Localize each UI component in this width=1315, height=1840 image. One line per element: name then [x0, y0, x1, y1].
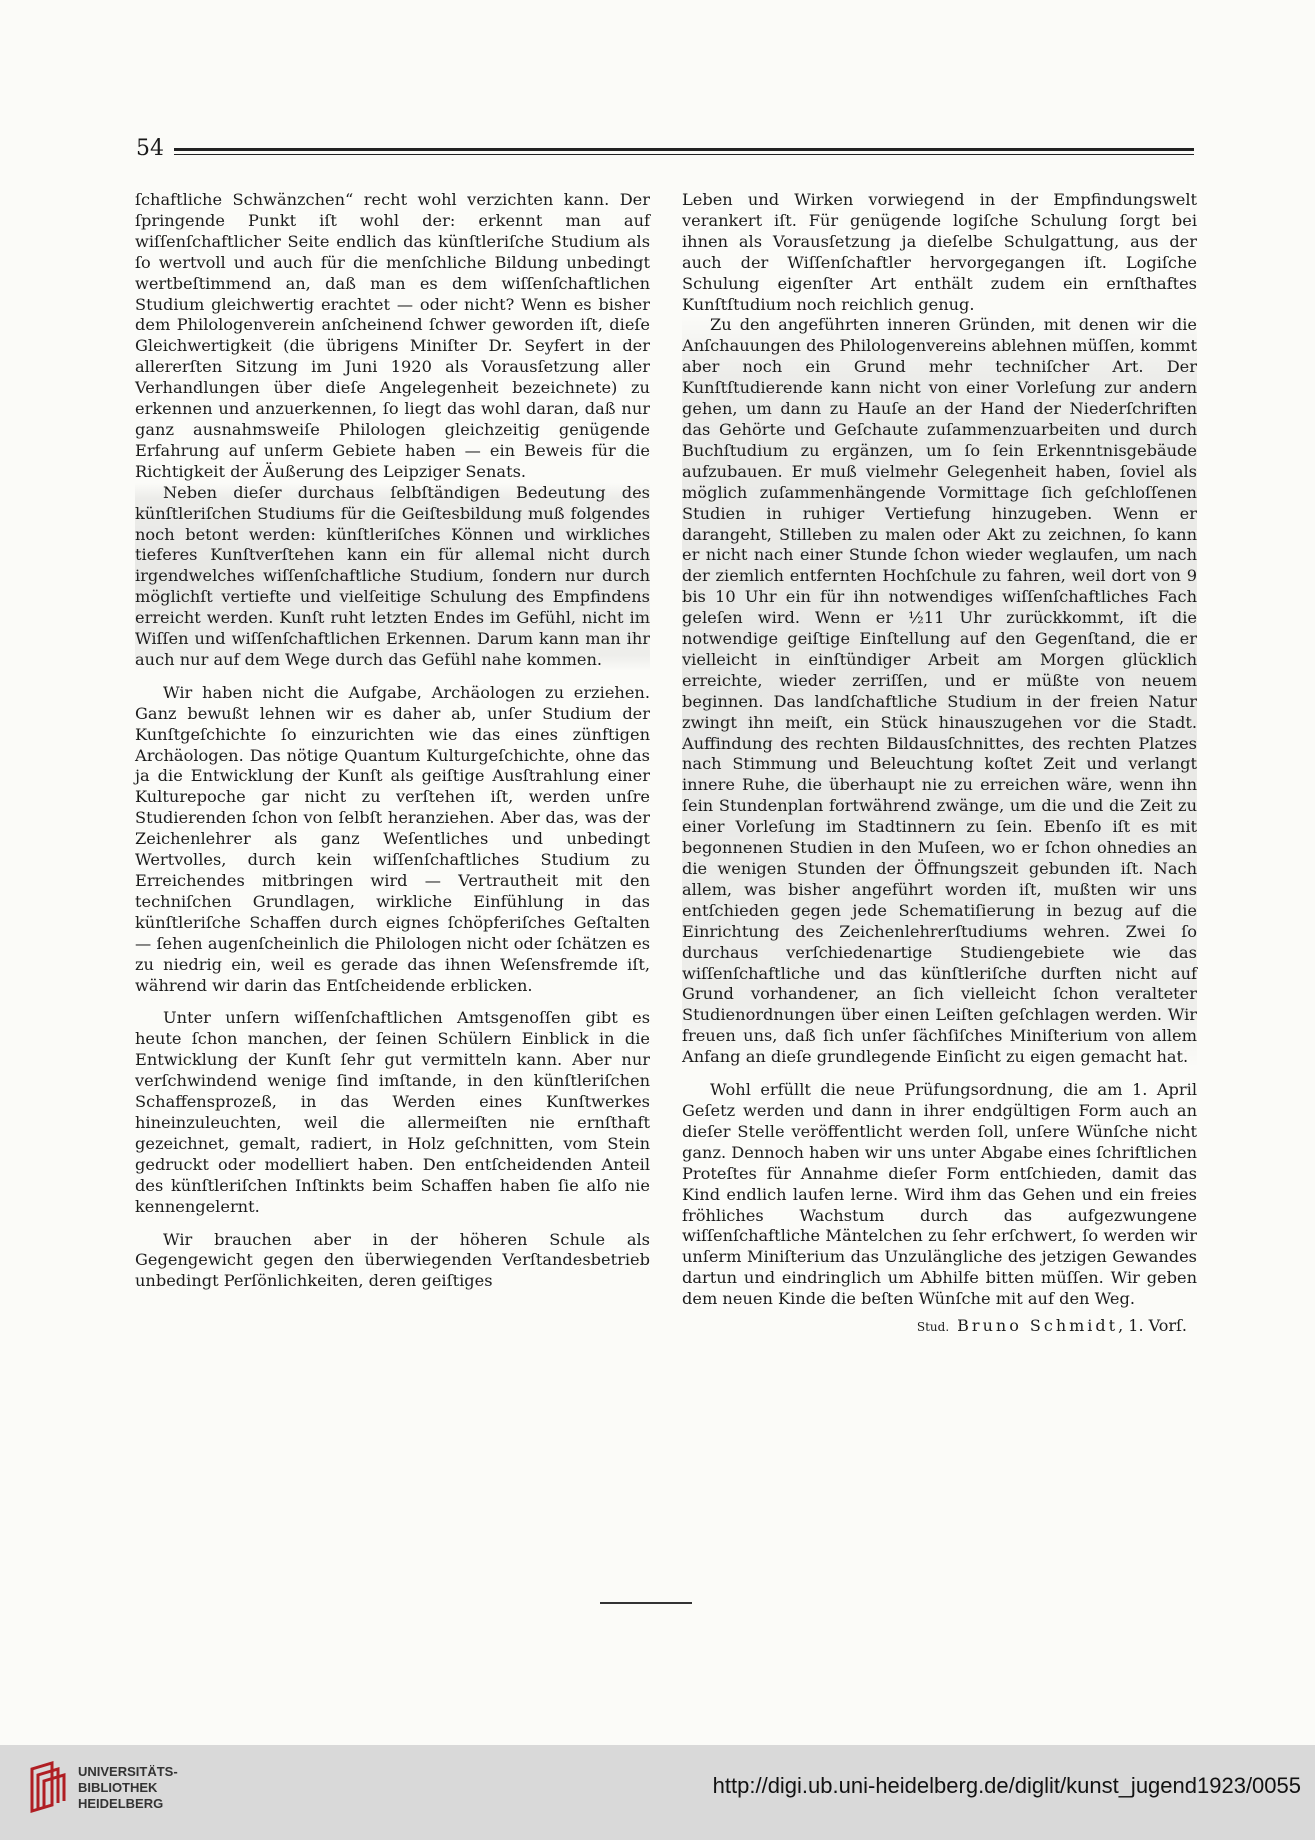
- end-rule: [600, 1602, 692, 1604]
- page-header: [136, 136, 1194, 166]
- right-column: [682, 190, 1197, 1338]
- library-logo-icon: [22, 1759, 70, 1815]
- paragraph: Wohl erfüllt die neue Prüfungsordnung, die am 1. April Geſetz werden und dann in ihrer endgültigen Form auch an dieſer Stelle veröffentlicht werden ſoll, unſere Wünſche nicht ganz. Dennoch haben wir uns unter Abgabe eines ſchriftlichen Proteſtes für Annahme dieſer Form entſchieden, damit das Kind endlich laufen lerne. Wird ihm das Gehen und ein freies fröhliches Wachstum durch das aufgezwungene wiſſenſchaftliche Mäntelchen zu ſehr erſchwert, ſo werden wir unſerm Miniſterium das Unzulängliche des jetzigen Gewandes dartun und eindringlich um Abhilfe bitten müſſen. Wir geben dem neuen Kinde die beſten Wünſche mit auf den Weg.: [682, 1080, 1197, 1309]
- header-rule: [174, 148, 1194, 155]
- left-column: [135, 190, 650, 1292]
- digitization-url-link[interactable]: http://digi.ub.uni-heidelberg.de/diglit/kunst_jugend1923/0055: [712, 1773, 1301, 1798]
- library-name: [78, 1764, 178, 1812]
- signature-prefix: Stud.: [916, 1320, 950, 1335]
- author-signature: [682, 1316, 1197, 1338]
- page-number: 54: [136, 136, 164, 161]
- paragraph: ſchaftliche Schwänzchen“ recht wohl verzichten kann. Der ſpringende Punkt iſt wohl der: erkennt man auf wiſſenſchaftlicher Seite endlich das künſtleriſche Studium als ſo wertvoll und auch für die menſchliche Bildung unbedingt wertbeſtimmend an, daß man es dem wiſſenſchaftlichen Studium gleichwertig erachtet — oder nicht? Wenn es bisher dem Philologenverein anſcheinend ſchwer geworden iſt, dieſe Gleichwertigkeit (die übrigens Miniſter Dr. Seyfert in der allererſten Sitzung im Juni 1920 als Vorausſetzung aller Verhandlungen über dieſe Angelegenheit bezeichnete) zu erkennen und anzuerkennen, ſo liegt das wohl daran, daß nur ganz ausnahmsweiſe Philologen gleichzeitig genügende Erfahrung auf unſerm Gebiete haben — ein Beweis für die Richtigkeit der Äußerung des Leipziger Senats.: [135, 190, 650, 481]
- paragraph: Wir haben nicht die Aufgabe, Archäologen zu erziehen. Ganz bewußt lehnen wir es daher ab, unſer Studium der Kunſtgeſchichte ſo einzurichten wie das eines zünftigen Archäologen. Das nötige Quantum Kulturgeſchichte, ohne das ja die Entwicklung der Kunſt als geiſtige Ausſtrahlung einer Kulturepoche gar nicht zu verſtehen iſt, werden unſre Studierenden ſchon von ſelbſt heranziehen. Aber das, was der Zeichenlehrer als ganz Weſentliches und unbedingt Wertvolles, durch kein wiſſenſchaftliches Studium zu Erreichendes mitbringen wird — Vertrautheit mit den techniſchen Grundlagen, wirkliche Einfühlung in das künſtleriſche Schaffen durch eignes ſchöpferiſches Geſtalten — ſehen augenſcheinlich die Philologen nicht oder ſchätzen es zu niedrig ein, weil es gerade das ihnen Weſensfremde iſt, während wir darin das Entſcheidende erblicken.: [135, 682, 650, 995]
- signature-name: Bruno Schmidt: [957, 1316, 1119, 1336]
- paragraph: Leben und Wirken vorwiegend in der Empfindungswelt verankert iſt. Für genügende logiſche Schulung ſorgt bei ihnen als Vorausſetzung ja dieſelbe Schulgattung, aus der auch der Wiſſenſchaftler hervorgegangen iſt. Logiſche Schulung eigenſter Art enthält zudem ein ernſthaftes Kunſtſtudium noch reichlich genug.: [682, 190, 1197, 314]
- library-name-line: BIBLIOTHEK: [78, 1780, 158, 1795]
- paragraph: Neben dieſer durchaus ſelbſtändigen Bedeutung des künſtleriſchen Studiums für die Geiſtesbildung muß folgendes noch betont werden: künſtleriſches Können und wirkliches tieferes Kunſtverſtehen kann ein für allemal nicht durch irgendwelches wiſſenſchaftliche Studium, ſondern nur durch möglichſt vertiefte und vielſeitige Schulung des Empfindens erreicht werden. Kunſt ruht letzten Endes im Gefühl, nicht im Wiſſen und wiſſenſchaftlichen Erkennen. Darum kann man ihr auch nur auf dem Wege durch das Gefühl nahe kommen.: [135, 482, 650, 669]
- library-name-line: UNIVERSITÄTS-: [78, 1764, 178, 1779]
- signature-suffix: , 1. Vorſ.: [1118, 1316, 1187, 1336]
- paragraph: Wir brauchen aber in der höheren Schule als Gegengewicht gegen den überwiegenden Verſtandesbetrieb unbedingt Perſönlichkeiten, deren geiſtiges: [135, 1229, 650, 1291]
- paragraph: Zu den angeführten inneren Gründen, mit denen wir die Anſchauungen des Philologenvereins ablehnen müſſen, kommt aber noch ein Grund mehr techniſcher Art. Der Kunſtſtudierende kann nicht von einer Vorleſung zur andern gehen, um dann zu Hauſe an der Hand der Niederſchriften das Gehörte und Geſchaute zuſammenzuarbeiten und durch Buchſtudium zu ergänzen, um ſo ſein Erkenntnisgebäude aufzubauen. Er muß vielmehr Gelegenheit haben, ſoviel als möglich zuſammenhängende Vormittage ſich geſchloſſenen Studien in ruhiger Vertiefung hinzugeben. Wenn er darangeht, Stilleben zu malen oder Akt zu zeichnen, ſo kann er nicht nach einer Stunde ſchon wieder weglaufen, um nach der ziemlich entfernten Hochſchule zu fahren, weil dort von 9 bis 10 Uhr ein für ihn notwendiges wiſſenſchaftliches Fach geleſen wird. Wenn er ½11 Uhr zurückkommt, iſt die notwendige geiſtige Einſtellung auf den Gegenſtand, die er vielleicht in einſtündiger Arbeit am Morgen glücklich erreichte, wieder zerriſſen, und er müßte von neuem beginnen. Das landſchaftliche Studium in der freien Natur zwingt ihn meiſt, ein Stück hinauszugehen vor die Stadt. Auffindung des rechten Bildausſchnittes, des rechten Platzes nach Stimmung und Beleuchtung koſtet Zeit und verlangt innere Ruhe, die überhaupt nie zu erreichen wäre, wenn ihn ſein Stundenplan fortwährend zwänge, um die und die Zeit zu einer Vorleſung im Stadtinnern zu ſein. Ebenſo iſt es mit begonnenen Studien in den Muſeen, wo er ſchon ohnedies an die wenigen Stunden der Öffnungszeit gebunden iſt. Nach allem, was bisher angeführt worden iſt, mußten wir uns entſchieden gegen jede Schematiſierung in bezug auf die Einrichtung des Zeichenlehrerſtudiums wehren. Zwei ſo durchaus verſchiedenartige Studiengebiete wie das wiſſenſchaftliche und das künſtleriſche durften nicht auf Grund vorhandener, an ſich vielleicht ſchon veralteter Studienordnungen über einen Leiſten geſchlagen werden. Wir freuen uns, daß ſich unſer ſächſiſches Miniſterium von allem Anfang an dieſe grundlegende Einſicht zu eigen gemacht hat.: [682, 315, 1197, 1067]
- paragraph: Unter unſern wiſſenſchaftlichen Amtsgenoſſen gibt es heute ſchon manchen, der ſeinen Schülern Einblick in die Entwicklung der Kunſt ſehr gut vermitteln kann. Aber nur verſchwindend wenige ſind imſtande, in den künſtleriſchen Schaffensprozeß, in das Werden eines Kunſtwerkes hineinzuleuchten, weil die allermeiſten nie ernſthaft gezeichnet, gemalt, radiert, in Holz geſchnitten, vom Stein gedruckt oder modelliert haben. Den entſcheidenden Anteil des künſtleriſchen Inſtinkts beim Schaffen haben ſie alſo nie kennengelernt.: [135, 1008, 650, 1216]
- footer-bar: [0, 1745, 1315, 1840]
- library-name-line: HEIDELBERG: [78, 1796, 164, 1811]
